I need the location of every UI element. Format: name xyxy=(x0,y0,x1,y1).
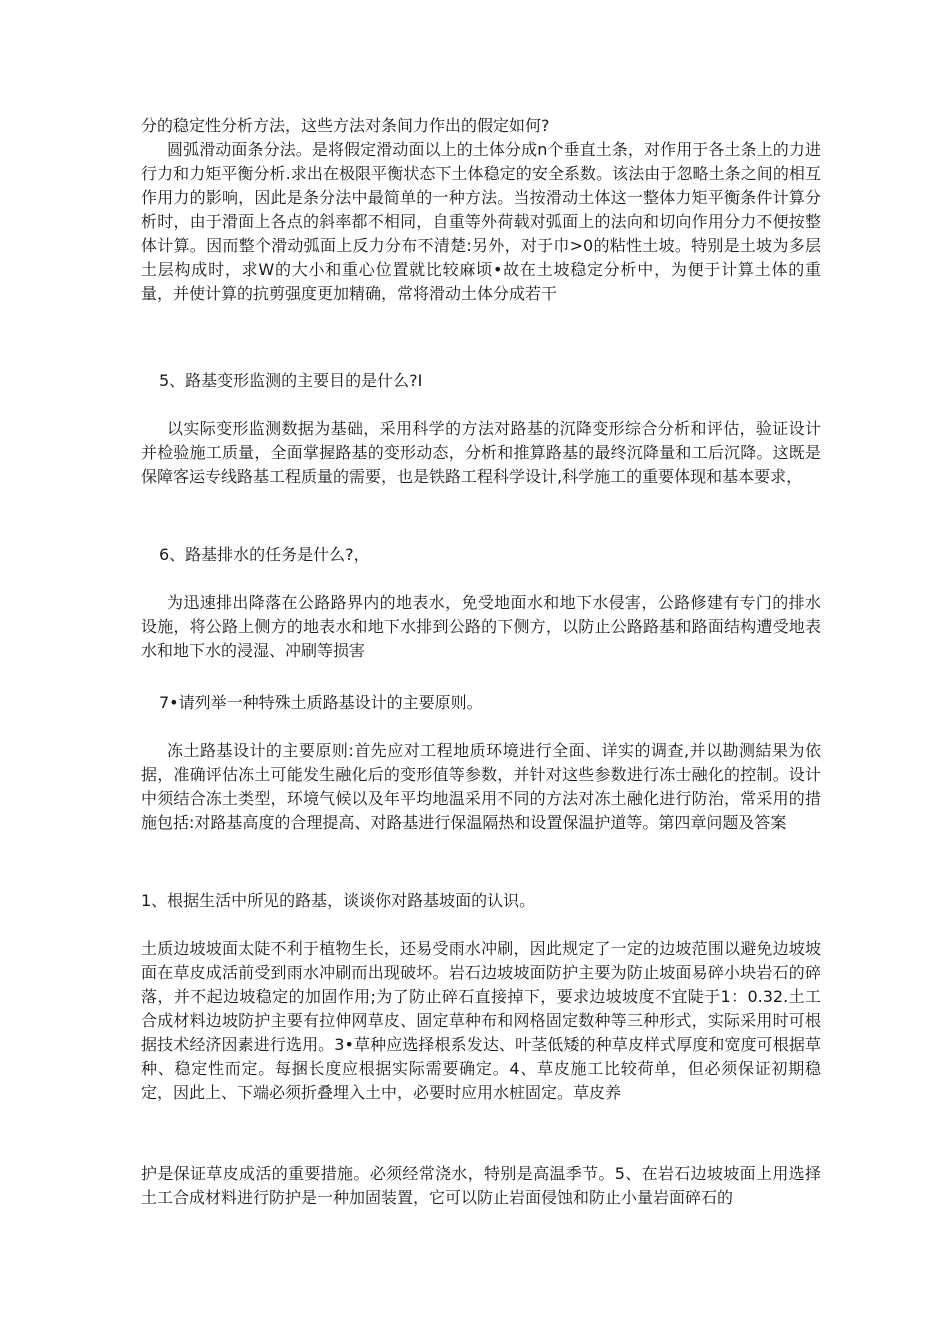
question-heading: 5、路基变形监测的主要目的是什么?I xyxy=(159,371,423,390)
question-heading: 7•请列举一种特殊土质路基设计的主要原则。 xyxy=(159,693,483,712)
paragraph: 圆弧滑动面条分法。是将假定滑动面以上的土体分成n个垂直土条，对作用于各土条上的力进行力和力矩平衡分析.求出在极限平衡状态下土体稳定的安全系数。该法由于忽略土条之间的相互作用力的影响，因此是条分法中最简单的一种方法。当按滑动土体这一整体力矩平衡条件计算分析时，由于滑面上各点的斜率都不相同，自重等外荷载对弧面上的法向和切向作用分力不便按整体计算。因而整个滑动弧面上反力分布不清楚:另外，对于巾>0的粘性土坡。特别是土坡为多层土层构成时，求W的大小和重心位置就比较麻顷•故在土坡稳定分析中，为便于计算土体的重量，并使计算的抗剪强度更加精确，常将滑动土体分成若干 xyxy=(141,140,821,303)
paragraph: 冻土路基设计的主要原则:首先应对工程地质环境进行全面、详实的调查,并以勘测結果为依据，准确评估冻土可能发生融化后的变形值等参数，并针对这些参数进行冻士融化的控制。设计中须结合冻土类型，环境气候以及年平均地温采用不同的方法对冻土融化进行防治，常采用的措施包括:对路基高度的合理提高、对路基进行保温隔热和设置保温护道等。第四章问题及答案 xyxy=(141,741,821,832)
question-heading: 6、路基排水的任务是什么?， xyxy=(159,545,370,564)
paragraph: 为迅速排出降落在公路路界内的地表水，免受地面水和地下水侵害，公路修建有专门的排水设施，将公路上侧方的地表水和地下水排到公路的下侧方，以防止公路路基和路面结构遭受地表水和地下水的浸湿、冲刷等损害 xyxy=(141,593,821,660)
question-heading: 1、根据生活中所见的路基，谈谈你对路基坡面的认识。 xyxy=(141,891,536,910)
paragraph: 分的稳定性分析方法，这些方法对条间力作出的假定如何? xyxy=(141,116,550,135)
paragraph: 土质边坡坡面太陡不利于植物生长，还易受雨水冲刷，因此规定了一定的边坡范围以避免边坡坡面在草皮成活前受到雨水冲刷而出现破坏。岩石边坡坡面防护主要为防止坡面易碎小块岩石的碎落，并不起边坡稳定的加固作用;为了防止碎石直接掉下，要求边坡坡度不宜陡于1：0.32.土工合成材料边坡防护主要有拉伸网草皮、固定草种布和网格固定数种等三种形式，实际采用时可根据技术经济因素进行选用。3•草种应选择根系发达、叶茎低矮的种草皮样式厚度和宽度可根据草种、稳定性而定。每捆长度应根据实际需要确定。4、草皮施工比较荷单，但必须保证初期稳定，因此上、下端必须折叠埋入土中，必要时应用水桩固定。草皮养 xyxy=(141,939,821,1102)
paragraph: 护是保证草皮成活的重要措施。必须经常浇水，特别是高温季节。5、在岩石边坡坡面上用选择土工合成材料进行防护是一种加固装置，它可以防止岩面侵蚀和防止小量岩面碎石的 xyxy=(141,1164,821,1207)
paragraph: 以实际变形监测数据为基础，采用科学的方法对路基的沉降变形综合分析和评估，验证设计并检验施工质量，全面掌握路基的变形动态，分析和推算路基的最终沉降量和工后沉降。这既是保障客运专线路基工程质量的需要，也是铁路工程科学设计,科学施工的重要体现和基本要求， xyxy=(141,419,821,486)
